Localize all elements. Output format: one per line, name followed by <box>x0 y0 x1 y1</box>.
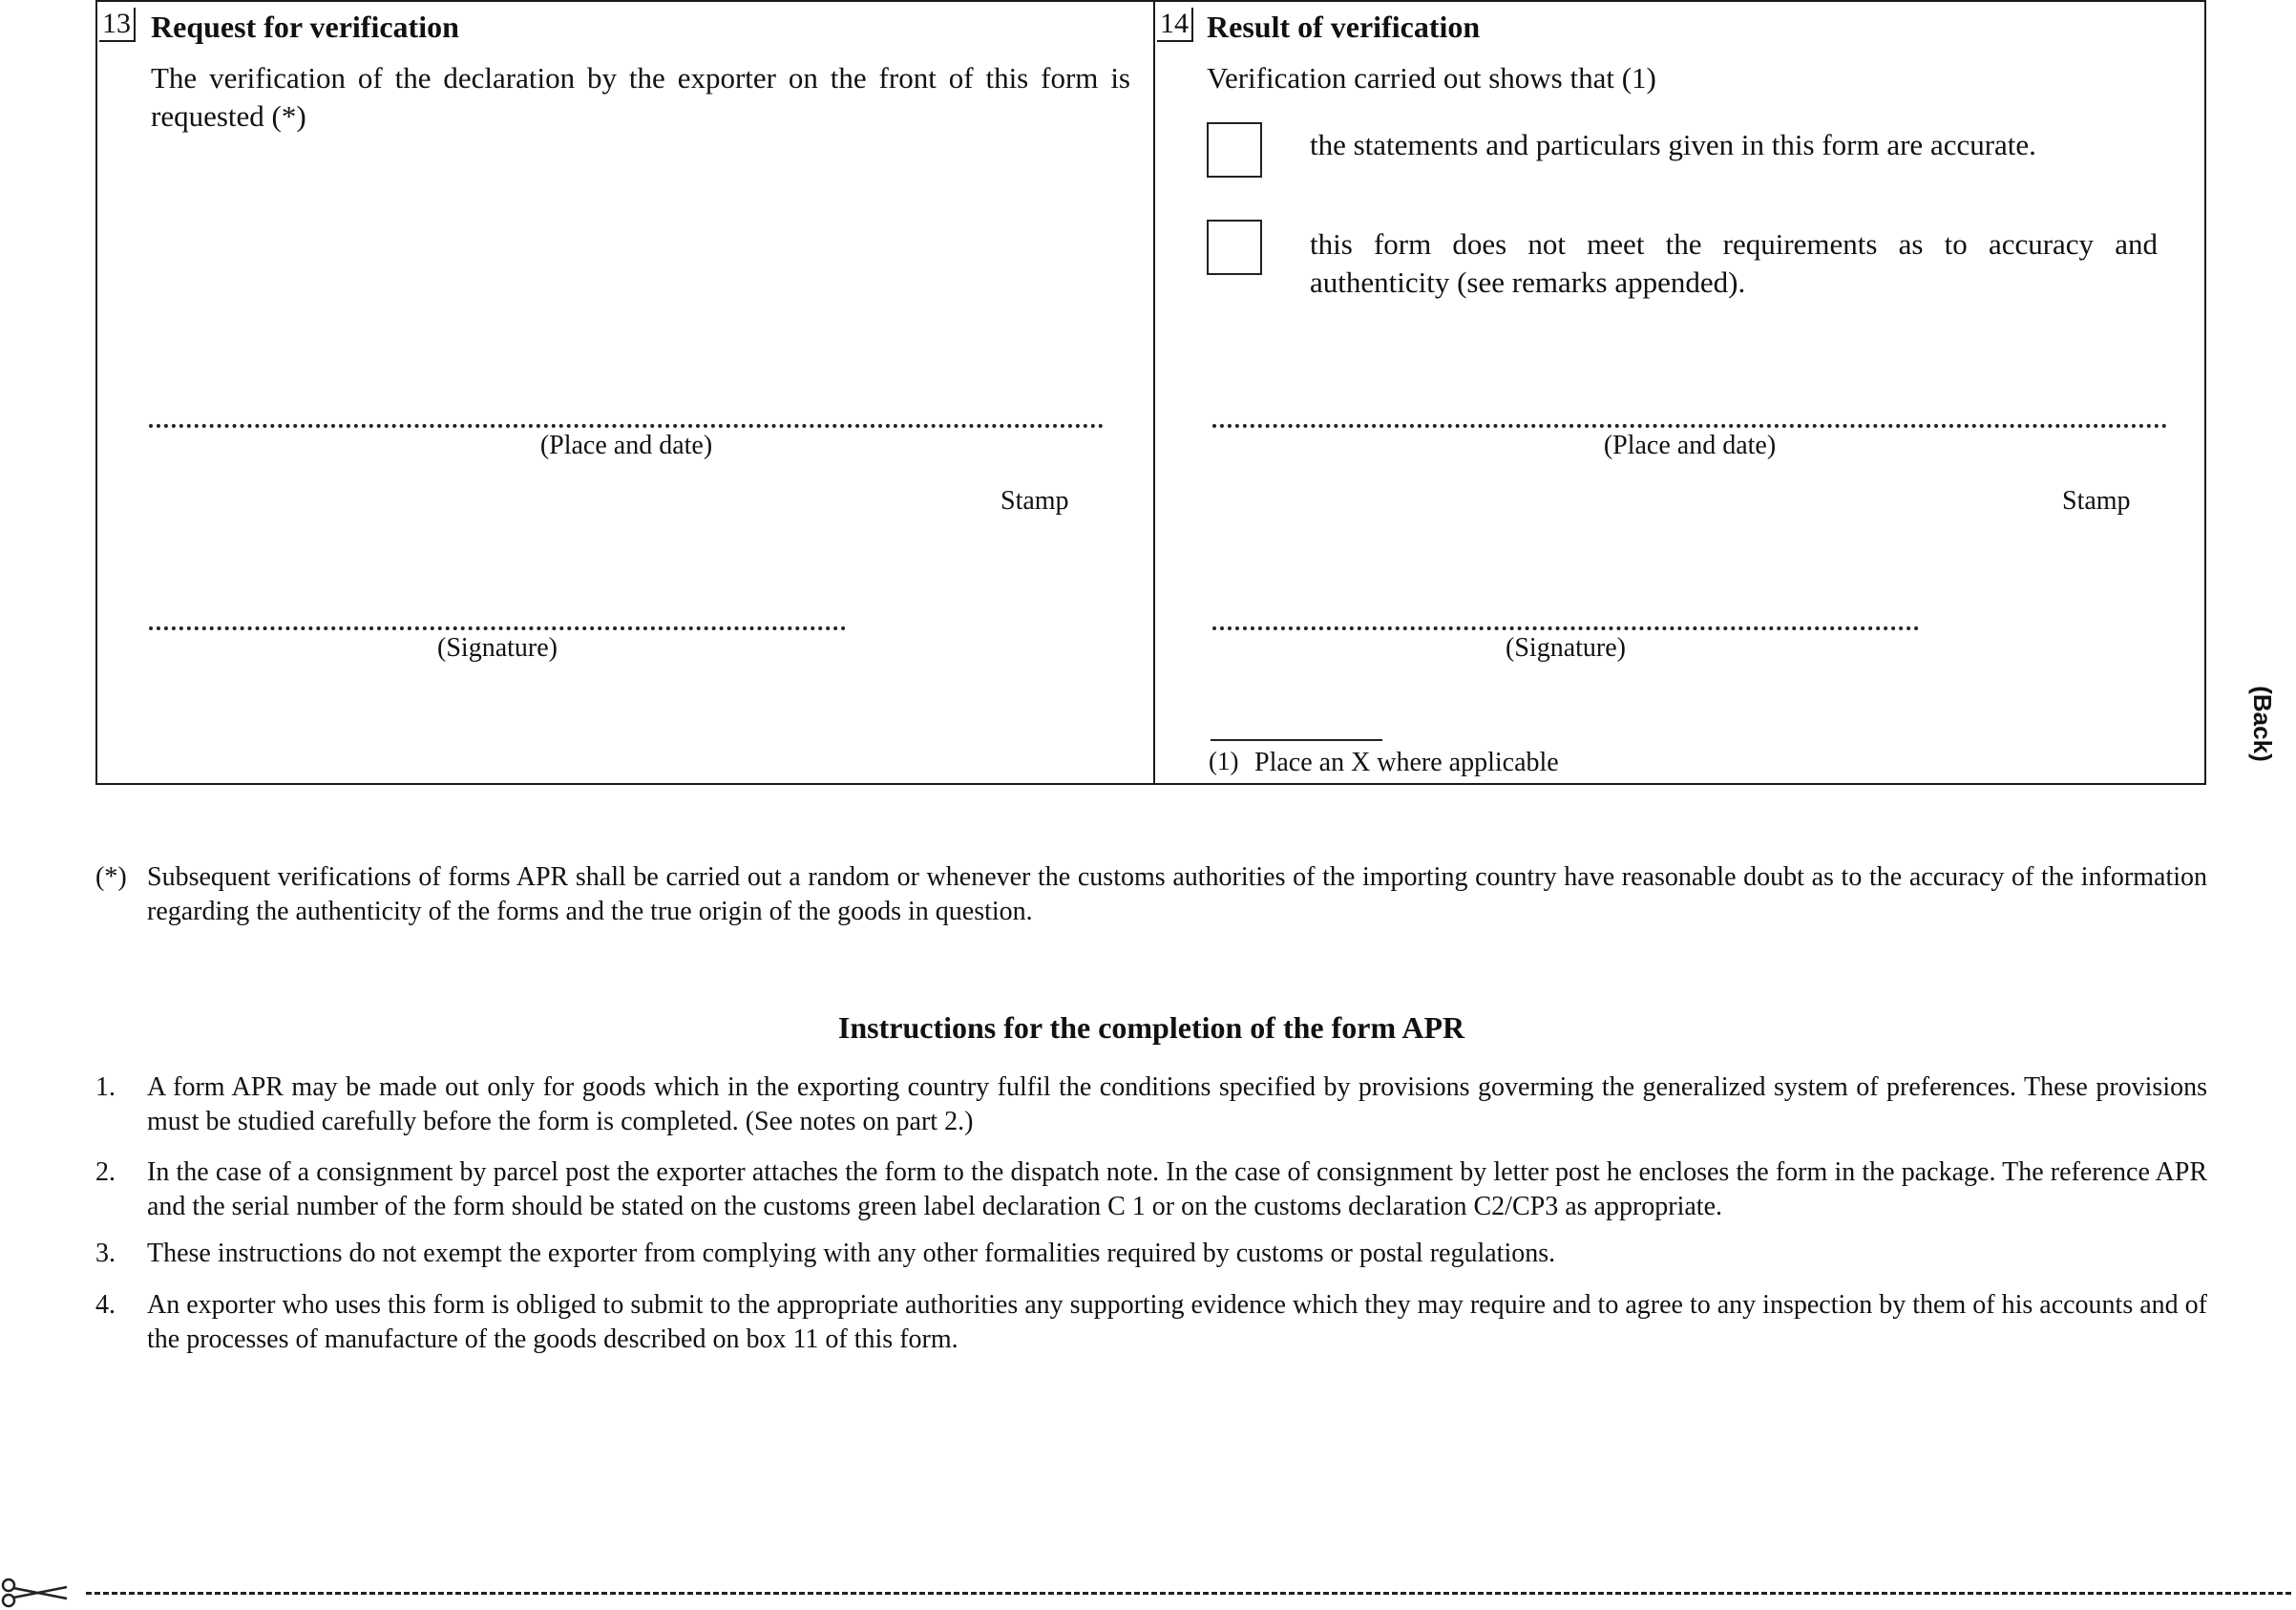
box-13-signature-line[interactable] <box>149 626 846 630</box>
instruction-item <box>95 1237 2207 1273</box>
instruction-text: A form APR may be made out only for goods which in the exporting country fulfil the conditions specified by provisions goverming the generalized system of preferences. These provisions must be studied carefully before the form is completed. (See notes on part 2.) <box>147 1072 2207 1136</box>
instruction-number: 3. <box>95 1239 116 1268</box>
box-13-text: The verification of the declaration by the exporter on the front of this form is requested (*) <box>151 61 1130 133</box>
box-14-result-of-verification <box>1153 0 2206 785</box>
box-13-signature-caption: (Signature) <box>437 633 558 663</box>
box-13-request-for-verification <box>95 0 1155 785</box>
asterisk-note <box>95 860 2207 933</box>
instruction-number: 2. <box>95 1157 116 1187</box>
instruction-number: 4. <box>95 1290 116 1320</box>
box-14-signature-caption: (Signature) <box>1506 633 1626 663</box>
instruction-text: An exporter who uses this form is obliged to submit to the appropriate authorities any supporting evidence which they may require and to agree to any inspection by them of his accounts and of the processes of manufacture of the goods described on box 11 of this form. <box>147 1290 2207 1354</box>
box-13-title: Request for verification <box>151 10 459 44</box>
scissors-icon <box>0 1576 73 1610</box>
box-14-place-date-line[interactable] <box>1212 424 2167 428</box>
box-14-title: Result of verification <box>1207 10 1481 44</box>
box-14-stamp-label: Stamp <box>2062 486 2131 516</box>
asterisk-note-text: Subsequent verifications of forms APR shall be carried out a random or whenever the customs authorities of the importing country have reasonable doubt as to the accuracy of the information regarding the authenticity of the forms and the true origin of the goods in question. <box>147 862 2207 926</box>
box-13-place-date-line[interactable] <box>149 424 1104 428</box>
checkbox-accurate[interactable] <box>1207 122 1262 178</box>
box-13-stamp-label: Stamp <box>1001 486 1069 516</box>
box-14-signature-line[interactable] <box>1212 626 1919 630</box>
instruction-item <box>95 1288 2207 1359</box>
option-not-meeting-label: this form does not meet the requirements as to accuracy and authenticity (see remarks appended). <box>1310 227 2158 299</box>
box-13-number: 13 <box>99 8 136 42</box>
instruction-text: These instructions do not exempt the exporter from complying with any other formalities required by customs or postal regulations. <box>147 1239 1556 1268</box>
footnote-rule <box>1211 739 1382 741</box>
asterisk-note-marker: (*) <box>95 862 127 892</box>
instruction-item <box>95 1155 2207 1226</box>
instruction-text: In the case of a consignment by parcel post the exporter attaches the form to the dispatch note. In the case of consignment by letter post he encloses the form in the package. The reference APR and the serial number of the form should be stated on the customs green label declaration C 1 or on the customs declaration C2/CP3 as appropriate. <box>147 1157 2207 1221</box>
box-14-number: 14 <box>1157 8 1193 42</box>
footnote-text: Place an X where applicable <box>1254 748 1559 777</box>
box-14-place-date-caption: (Place and date) <box>1603 431 1777 460</box>
box-13-place-date-caption: (Place and date) <box>539 431 713 460</box>
box-14-intro: Verification carried out shows that (1) <box>1207 61 1656 95</box>
instruction-item <box>95 1070 2207 1141</box>
checkbox-not-meeting-requirements[interactable] <box>1207 220 1262 275</box>
instruction-number: 1. <box>95 1072 116 1102</box>
footnote-marker: (1) <box>1209 747 1239 775</box>
option-accurate-label: the statements and particulars given in this form are accurate. <box>1310 128 2036 161</box>
cut-line <box>86 1592 2291 1595</box>
instructions-title: Instructions for the completion of the form APR <box>837 1010 1465 1045</box>
back-side-label: (Back) <box>2248 686 2277 762</box>
